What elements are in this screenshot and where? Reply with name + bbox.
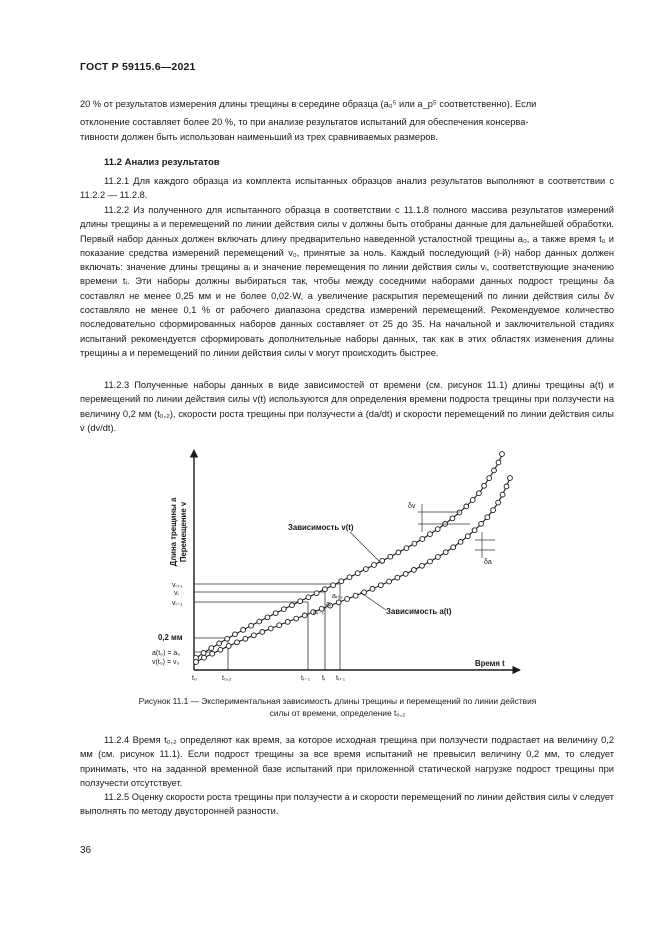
a-data-points [194,476,513,665]
v-point-18 [339,579,344,584]
v-point-28 [420,537,425,542]
v-point-20 [355,571,360,576]
label-dv: δv [408,503,416,510]
label-t0: t₀ [192,675,197,682]
a-point-23 [387,579,392,584]
v-point-36 [477,491,482,496]
label-v-i-plus-1: vᵢ₊₁ [172,582,183,589]
a-point-21 [370,587,375,592]
y-axis-label-v: Перемещение v [179,501,188,563]
v-point-6 [241,628,246,633]
label-t-i-plus-1: tᵢ₊₁ [336,675,346,682]
figure-11-1 [150,432,530,700]
v-point-25 [396,550,401,555]
a-point-26 [412,568,417,573]
a-point-41 [508,476,513,481]
a-point-0 [194,660,199,665]
paragraph-11-2-3: 11.2.3 Полученные наборы данных в виде зависимостей от времени (см. рисунок 11.1) длины трещины a(t) и перемещений по линии действия силы v(t) используются для определения времени подроста трещины при ползучести на величину 0,2 мм (t₀,₂), скорости роста трещины при ползучести ȧ (da/dt) и скорости перемещений по линии действия силы v̇ (dv/dt). [80,380,614,433]
label-a-i: aᵢ [326,601,331,608]
v-point-29 [428,532,433,537]
v-point-9 [265,615,270,620]
a-point-35 [479,521,484,526]
v-point-7 [249,623,254,628]
a-point-31 [451,545,456,550]
v-point-12 [290,603,295,608]
label-02mm: 0,2 мм [158,633,183,642]
curve-a-t [196,478,510,662]
figure-caption-line-1: Рисунок 11.1 — Экспериментальная зависимость длины трещины и перемещений по линии действия [138,696,537,706]
v-point-13 [298,599,303,604]
a-point-2 [210,651,215,656]
paragraph-top-line-3: тивности должен быть использован наименьший из трех сравниваемых размеров. [80,131,438,142]
v-point-10 [273,611,278,616]
a-point-34 [472,528,477,533]
paragraph-11-2-1: 11.2.1 Для каждого образца из комплекта испытанных образцов анализ результатов выполняют в соответствии с 11.2.2 — 11.2.8. [80,176,614,201]
y-axis-label-a: Длина трещины a [169,497,178,567]
v-point-33 [457,510,462,515]
label-v-t0: v(t₀) = v₀ [152,659,180,666]
paragraph-top [80,97,614,144]
label-a-i-minus-1: aᵢ₋₁ [313,609,325,616]
a-point-11 [285,620,290,625]
v-point-39 [492,468,497,473]
curve-a-label: Зависимость a(t) [386,607,452,616]
label-da: δa [484,559,492,566]
label-t02: t₀,₂ [222,675,232,682]
figure-caption [90,695,585,719]
paragraph-top-line-1: 20 % от результатов измерения длины трещины в середине образца (a₀⁵ или a_p⁵ соответственно). Если [80,99,537,109]
a-point-1 [202,655,207,660]
a-point-6 [243,636,248,641]
v-point-30 [435,527,440,532]
paragraph-11-2-2: 11.2.2 Из полученного для испытанного образца в соответствии с 11.1.8 полного массива результатов измерений длины трещины a и перемещений по линии действия силы v должны быть отобраны данные для дальнейшей обработки. Первый набор данных должен включать длину предварительно наведенной усталостной трещины a₀, а также время t₀ и показание средства измерений перемещений v₀, принятые за ноль. Каждый последующий (i-й) набор данных должен включать: значение длины трещины aᵢ и значение перемещения по линии действия силы vᵢ, соответствующие значению времени tᵢ. Эти наборы должны выбираться так, чтобы между соседними наборами данных подрост трещины δa составлял не менее 0,25 мм и не более 0,02·W, а увеличение раскрытия перемещений по линии действия силы δv составляло не менее 0,1 % от рабочего диапазона средства измерений перемещений. Рекомендуемое количество последовательно сформированных наборов данных составляет от 25 до 35. На начальной и заключительной стадиях испытаний рекомендуется сформировать дополнительные наборы данных, так как в этих областях изменения длины трещины a и перемещений по линии действия силы v могут происходить быстрее. [80,205,614,358]
v-point-5 [233,632,238,637]
a-point-38 [496,500,501,505]
v-point-15 [314,591,319,596]
v-point-2 [209,646,214,651]
v-point-19 [347,575,352,580]
a-point-36 [485,515,490,520]
a-point-30 [443,550,448,555]
v-point-38 [487,476,492,481]
a-point-25 [403,572,408,577]
label-t-i-minus-1: tᵢ₋₁ [301,675,311,682]
a-point-3 [218,647,223,652]
a-point-37 [491,508,496,513]
v-point-27 [412,541,417,546]
a-point-7 [251,633,256,638]
a-point-40 [504,484,509,489]
a-point-27 [420,563,425,568]
x-axis-label: Время t [475,659,505,668]
label-a-i-plus-1: aᵢ₊₁ [332,593,344,600]
v-point-40 [496,460,501,465]
curve-a-leader [360,592,386,610]
a-point-8 [260,630,265,635]
a-point-39 [500,492,505,497]
figure-caption-line-2: силы от времени, определение t₀,₂ [269,708,406,718]
label-v-i: vᵢ [174,590,179,597]
label-t-i: tᵢ [322,675,326,682]
a-point-32 [458,540,463,545]
curve-v-leader [350,532,382,564]
a-point-18 [345,597,350,602]
v-point-11 [281,607,286,612]
v-point-35 [470,498,475,503]
a-point-4 [226,644,231,649]
paragraph-11-2-4: 11.2.4 Время t₀,₂ определяют как время, за которое исходная трещина при ползучести подрастает на величину 0,2 мм (см. рисунок 11.1). Если подрост трещины за все время испытаний не превысил величину 0,2 мм, то следует принимать, что на заданной временной базе испытаний при приложенной статической нагрузке подрост трещины при ползучести отсутствует. [80,735,614,788]
label-v-i-minus-1: vᵢ₋₁ [172,600,183,607]
v-point-26 [404,546,409,551]
v-point-24 [388,554,393,559]
v-point-34 [464,504,469,509]
v-point-4 [225,636,230,641]
a-point-24 [395,575,400,580]
v-point-3 [217,641,222,646]
a-point-12 [294,616,299,621]
v-point-17 [331,583,336,588]
label-a-t0: a(t₀) = a₀ [152,650,181,657]
v-point-22 [372,563,377,568]
v-point-37 [482,483,487,488]
paragraph-11-2-5: 11.2.5 Оценку скорости роста трещины при ползучести ȧ и скорости перемещений по линии действия силы v̇ следует выполнять по методу двусторонней разности. [80,792,614,817]
a-point-17 [336,600,341,605]
a-point-22 [378,583,383,588]
v-point-41 [500,452,505,457]
section-title: 11.2 Анализ результатов [104,157,220,168]
a-point-10 [277,623,282,628]
v-point-14 [306,595,311,600]
page-number: 36 [80,845,92,856]
a-point-19 [353,593,358,598]
curve-v-label: Зависимость v(t) [288,523,354,532]
a-point-13 [302,613,307,618]
a-point-28 [428,559,433,564]
a-point-5 [235,640,240,645]
v-point-32 [450,516,455,521]
v-data-points [194,452,505,661]
v-point-16 [323,587,328,592]
a-point-9 [268,626,273,631]
v-point-8 [257,619,262,624]
paragraph-top-line-2: отклонение составляет более 20 %, то при анализе результатов испытаний для обеспечения консерва- [80,117,529,128]
v-point-1 [201,651,206,656]
document-header: ГОСТ Р 59115.6—2021 [80,61,196,73]
a-point-29 [436,555,441,560]
a-point-33 [465,534,470,539]
v-point-21 [364,567,369,572]
